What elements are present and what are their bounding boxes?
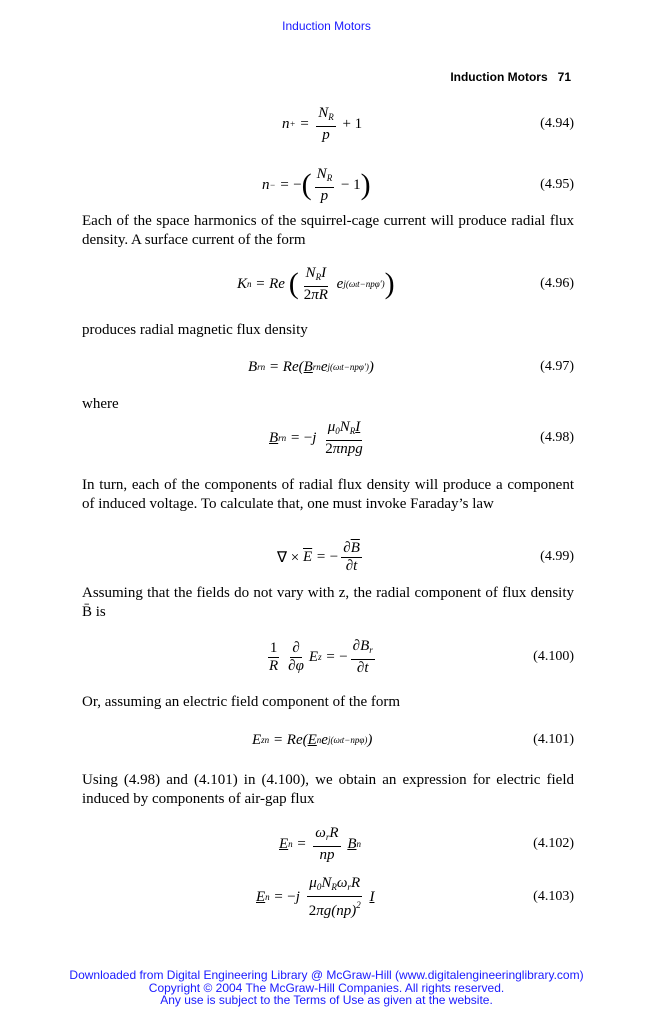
equation-number: (4.103) <box>533 889 574 904</box>
equation-4-96: K n = Re ( $\frac{N_RI}{2\pi R}$ e j(ωtt−npφ′) ) (4.96) <box>237 264 574 303</box>
equation-4-100: $\frac{1}{R}$ $\frac{\partial}{\partial\varphi}$ E z = − $\frac{\partial B_r}{\partial t}$ (4.100) <box>269 637 574 676</box>
paragraph: Or, assuming an electric field component of the form <box>82 694 401 710</box>
equation-number: (4.102) <box>533 836 574 851</box>
running-head <box>450 70 571 84</box>
equation-4-99: ∇ × $\overline{E}$ = − $\frac{\partial\overline{B}}{\partial t}$ (4.99) <box>82 537 574 577</box>
footer <box>0 969 653 1007</box>
footer-download-link[interactable]: Downloaded from Digital Engineering Library @ McGraw-Hill (www.digitalengineeringlibrary.com) <box>69 968 584 982</box>
equation-4-102: E n = $\frac{\omega_rR}{np}$ B n (4.102) <box>279 824 574 863</box>
equation-number: (4.97) <box>540 359 574 374</box>
page-number: 71 <box>557 70 571 84</box>
equation-number: (4.98) <box>540 430 574 445</box>
equation-4-103: E n = − j $\frac{\mu_0N_R\omega_rR}{2\pi g(np)^2}$ I (4.103) <box>256 874 574 919</box>
equation-number: (4.100) <box>533 649 574 664</box>
running-title: Induction Motors <box>450 70 548 84</box>
equation-number: (4.95) <box>540 177 574 192</box>
equation-number: (4.94) <box>540 116 574 131</box>
equation-4-101: E zn = Re( E n e j(ωtt−npφ) ) (4.101) <box>82 720 574 760</box>
paragraph: produces radial magnetic flux density <box>82 322 308 338</box>
paragraph: Using (4.98) and (4.101) in (4.100), we obtain an expression for electric field induced by components of air-gap flux <box>82 772 574 807</box>
equation-4-94: n + = $\frac{N_R}{p}$ + 1 (4.94) <box>282 104 574 143</box>
paragraph: In turn, each of the components of radial flux density will produce a component of induced voltage. To calculate that, one must invoke Faraday’s law <box>82 477 574 512</box>
paragraph: Assuming that the fields do not vary with z, the radial component of flux density B̄ is <box>82 585 574 620</box>
equation-number: (4.99) <box>540 549 574 564</box>
chapter-banner: Induction Motors <box>282 19 371 33</box>
paragraph: Each of the space harmonics of the squirrel-cage current will produce radial flux density. A surface current of the form <box>82 213 574 248</box>
equation-4-98: B rn = − j $\frac{\mu_0N_RI}{\text{2πnpg}}$ (4.98) <box>269 418 574 457</box>
footer-terms-link[interactable]: Any use is subject to the Terms of Use as given at the website. <box>160 993 493 1007</box>
equation-number: (4.96) <box>540 276 574 291</box>
paragraph: where <box>82 396 119 412</box>
footer-copyright: Copyright © 2004 The McGraw-Hill Companies. All rights reserved. <box>148 980 505 995</box>
equation-4-95: n − = − ( $\frac{N_R}{p}$ − 1 ) (4.95) <box>262 165 574 204</box>
equation-number: (4.101) <box>533 732 574 747</box>
equation-4-97: B rn = Re( B rn e j(ωtt−npφ′) ) (4.97) <box>82 347 574 387</box>
